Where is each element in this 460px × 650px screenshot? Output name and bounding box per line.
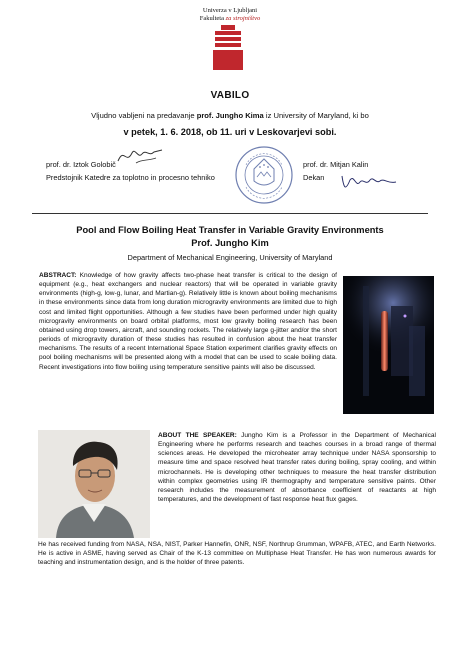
faculty-line: [0, 15, 460, 23]
section-divider: [32, 213, 428, 214]
invite-post: iz University of Maryland, ki bo: [263, 111, 369, 120]
speaker-department: Department of Mechanical Engineering, University of Maryland: [127, 253, 333, 262]
abstract-label: ABSTRACT:: [39, 272, 77, 279]
speaker-portrait-image: [38, 430, 150, 538]
invite-pre: Vljudno vabljeni na predavanje: [91, 111, 197, 120]
about-speaker-paragraph: [158, 431, 436, 504]
university-name: [0, 7, 460, 23]
university-line1: Univerza v Ljubljani: [202, 7, 258, 14]
boiling-experiment-image: [343, 276, 434, 414]
signatory-left-name: prof. dr. Iztok Golobič: [46, 160, 116, 169]
signatory-left: [46, 158, 215, 184]
about-text-top: Jungho Kim is a Professor in the Department of Mechanical Engineering where he performs research and teaches courses in a broad range of thermal sciences areas. He developed the microheater array technique under NASA sponsorship to measure time and space resolved heat transfer rates during boiling, spray cooling, and within microchannels. He is developing other techniques to measure the heat transfer distribution within complex geometries using IR thermography and temperature sensitive paints. Other research includes the measurement of absorbance coefficient of reactants at high temperatures, and the development of fast response heat flux gages.: [158, 432, 436, 504]
university-logo-icon: [205, 25, 251, 71]
talk-title: Pool and Flow Boiling Heat Transfer in Variable Gravity Environments: [76, 225, 384, 235]
abstract-paragraph: [39, 271, 337, 372]
page-title: VABILO: [210, 90, 250, 101]
signature-right-icon: [340, 170, 398, 194]
speaker-portrait-photo: [38, 430, 150, 538]
signatory-right-role: Dekan: [303, 173, 325, 182]
about-speaker-continued: He has received funding from NASA, NSA, NIST, Parker Hannefin, ONR, NSF, Northrup Grumman, WPAFB, ATEC, and Earth Networks. He is active in ASME, having served as Chair of the K-13 committee on Multiphase Heat Transfer. He has won numerous awards for teaching and instrumentation design, and is the holder of three patents.: [38, 541, 436, 567]
boiling-experiment-photo: [343, 276, 434, 414]
speaker-name: Prof. Jungho Kim: [191, 238, 269, 248]
signatory-right-name: prof. dr. Mitjan Kalin: [303, 160, 369, 169]
faculty-stamp-icon: [234, 145, 294, 205]
invitation-line: [0, 111, 460, 120]
signatory-left-role: Predstojnik Katedre za toplotno in procesno tehniko: [46, 173, 215, 182]
about-label: ABOUT THE SPEAKER:: [158, 432, 237, 439]
date-location: v petek, 1. 6. 2018, ob 11. uri v Leskovarjevi sobi.: [123, 127, 337, 137]
abstract-text: Knowledge of how gravity affects two-phase heat transfer is critical to the design of equipment (e.g., heat exchangers and nuclear reactors) that will be operated in variable gravity environments (high-g, low-g, lunar, and Martian-g). Relatively little is known about boiling mechanisms in these environments since data from long duration microgravity environments are limited due to high cost and limited flight opportunities. Although a few studies have been performed under high quality microgravity environments on board orbital platforms, most low gravity boiling research has been obtained using drop towers, aircraft, and sounding rockets. The relatively large g-jitter and/or the short periods of microgravity duration of these studies has resulted in confusion about the heat transfer mechanisms. The results of a recent International Space Station experiment clarifies gravity effects on pool boiling mechanisms will be presented along with a model that can be used to scale boiling data. Recent investigations into flow boiling using temperature sensitive paints will also be discussed.: [39, 272, 337, 371]
speaker-name-inline: prof. Jungho Kima: [196, 111, 264, 120]
faculty-prefix: Fakulteta: [199, 15, 226, 22]
faculty-suffix: za strojništvo: [225, 15, 261, 22]
